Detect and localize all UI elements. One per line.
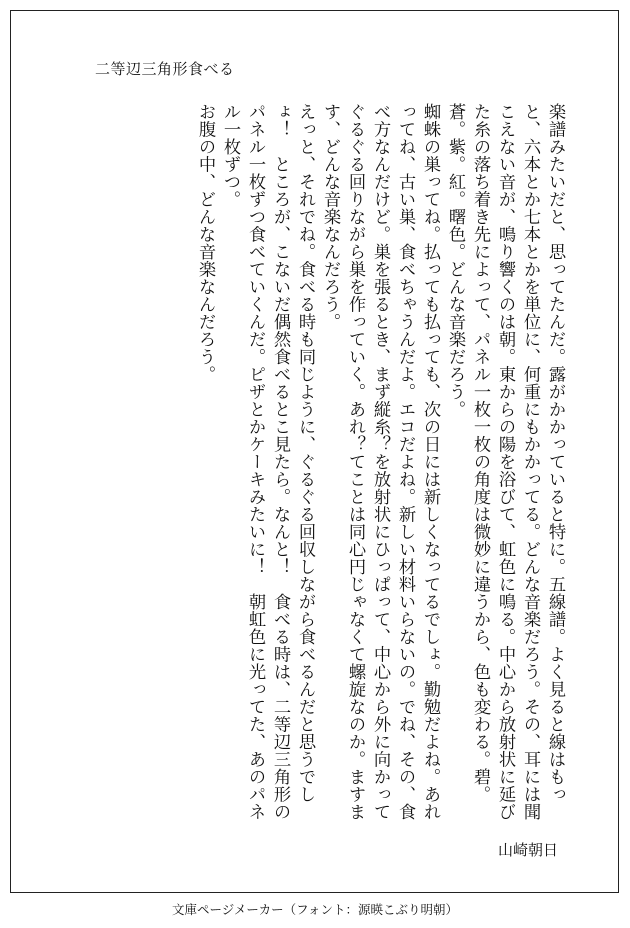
story-title: 二等辺三角形食べる bbox=[95, 60, 235, 78]
paragraph: えっと、それでね。食べる時も同じように、ぐるぐる回収しながら食べるんだと思うでしょ！ ところが、こないだ偶然食べるとこ見たら。なんと！ 食べる時は、二等辺三角形のパネル一枚ずつ食べていくんだ。ピザとかケーキみたいに！ 朝虹色に光ってた、あのパネル一枚ずつ。 bbox=[220, 103, 315, 821]
story-body bbox=[192, 103, 567, 823]
paragraph: 蜘蛛の巣ってね。払っても払っても、次の日には新しくなってるでしょ。勤勉だよね。あれってね、古い巣、食べちゃうんだよ。エコだよね。新しい材料いらないの。でね、その、食べ方なんだけど。巣を張るとき、まず縦糸？を放射状にひっぱって、中心から外に向かってぐるぐる回りながら巣を作っていく。あれ？てことは同心円じゃなくて螺旋なのか。ますます、どんな音楽なんだろう。 bbox=[320, 103, 440, 821]
paragraph: お腹の中、どんな音楽なんだろう。 bbox=[195, 103, 215, 383]
author-name: 山崎朝日 bbox=[497, 841, 558, 859]
paragraph: 楽譜みたいだと、思ってたんだ。露がかかっていると特に。五線譜。よく見ると線はもっと、六本とか七本とかを単位に、何重にもかかってる。どんな音楽だろう。その、耳には聞こえない音が、鳴り響くのは朝。東からの陽を浴びて、虹色に鳴る。中心から放射状に延びた糸の落ち着き先によって、パネル一枚一枚の角度は微妙に違うから、色も変わる。碧。蒼。紫。紅。曙色。どんな音楽だろう。 bbox=[445, 103, 565, 821]
page-frame bbox=[10, 10, 619, 893]
footer-credit: 文庫ページメーカー（フォント：源暎こぶり明朝） bbox=[171, 902, 458, 917]
